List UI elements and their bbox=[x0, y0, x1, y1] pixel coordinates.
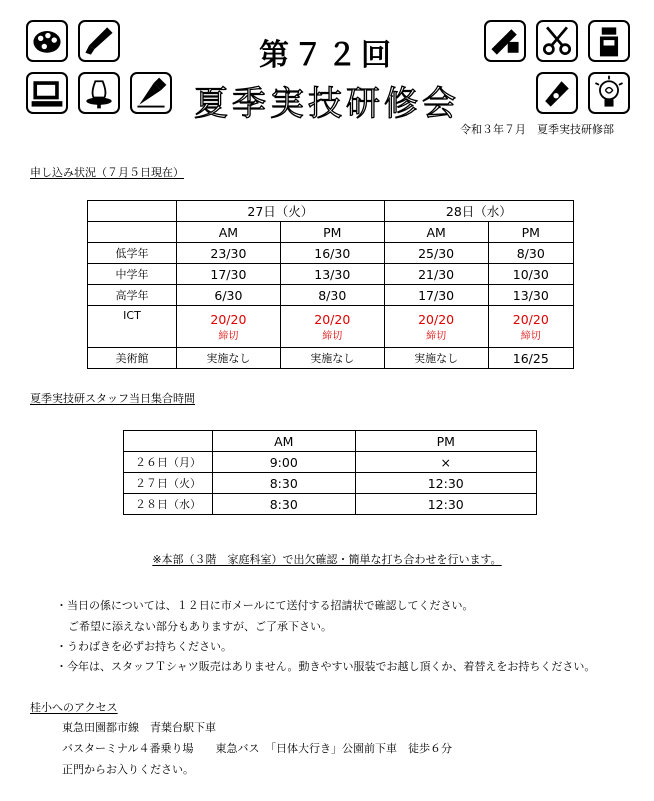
closed-count-cell bbox=[384, 306, 488, 348]
issuer-line: 令和３年７月 夏季実技研修部 bbox=[460, 123, 614, 136]
date-label: ２７日（火） bbox=[124, 473, 213, 494]
count-cell: 13/30 bbox=[280, 264, 384, 285]
table-row bbox=[88, 306, 574, 348]
count-cell: 21/30 bbox=[384, 264, 488, 285]
count-cell: 6/30 bbox=[177, 285, 281, 306]
time-cell: 8:30 bbox=[213, 473, 356, 494]
table-row bbox=[88, 264, 574, 285]
period-header: PM bbox=[355, 431, 537, 452]
period-header: PM bbox=[488, 222, 573, 243]
count-value: 20/20 bbox=[512, 311, 549, 327]
event-number-title: 第７２回 bbox=[259, 38, 395, 73]
notice-text: ※本部（３階 家庭科室）で出欠確認・簡単な打ち合わせを行います。 bbox=[152, 553, 502, 566]
date-label: ２６日（月） bbox=[124, 452, 213, 473]
row-label: 低学年 bbox=[88, 243, 177, 264]
bullet-assignment-note: ご希望に添えない部分もありますが、ご了承下さい。 bbox=[68, 620, 332, 633]
count-cell: 8/30 bbox=[280, 285, 384, 306]
table-row bbox=[124, 452, 537, 473]
time-cell: 9:00 bbox=[213, 452, 356, 473]
day-header-28: 28日（水） bbox=[384, 201, 573, 222]
table-corner-cell bbox=[88, 222, 177, 243]
count-cell: 17/30 bbox=[177, 264, 281, 285]
table-corner-cell bbox=[88, 201, 177, 222]
count-cell: 16/25 bbox=[488, 348, 573, 369]
table-row bbox=[124, 494, 537, 515]
count-value: 20/20 bbox=[418, 311, 455, 327]
count-cell: 25/30 bbox=[384, 243, 488, 264]
count-cell: 8/30 bbox=[488, 243, 573, 264]
count-cell: 実施なし bbox=[280, 348, 384, 369]
table-corner-cell bbox=[124, 431, 213, 452]
closed-count-cell bbox=[488, 306, 573, 348]
count-cell: 実施なし bbox=[177, 348, 281, 369]
count-cell: 16/30 bbox=[280, 243, 384, 264]
date-label: ２８日（水） bbox=[124, 494, 213, 515]
day-header-27: 27日（火） bbox=[177, 201, 385, 222]
count-value: 20/20 bbox=[314, 311, 351, 327]
row-label: 美術館 bbox=[88, 348, 177, 369]
access-line-bus: バスターミナル４番乗り場 東急バス 「日体大行き」公園前下車 徒歩６分 bbox=[62, 742, 452, 755]
period-header: AM bbox=[384, 222, 488, 243]
closed-label: 締切 bbox=[218, 330, 239, 342]
period-header: PM bbox=[280, 222, 384, 243]
bullet-indoor-shoes: ・うわばきを必ずお持ちください。 bbox=[56, 640, 232, 653]
access-heading: 桂小へのアクセス bbox=[30, 701, 118, 714]
row-label: ICT bbox=[88, 306, 177, 348]
time-cell: × bbox=[355, 452, 537, 473]
count-cell: 17/30 bbox=[384, 285, 488, 306]
count-cell: 実施なし bbox=[384, 348, 488, 369]
closed-label: 締切 bbox=[520, 330, 541, 342]
count-cell: 13/30 bbox=[488, 285, 573, 306]
time-cell: 8:30 bbox=[213, 494, 356, 515]
row-label: 中学年 bbox=[88, 264, 177, 285]
period-header: AM bbox=[177, 222, 281, 243]
time-cell: 12:30 bbox=[355, 473, 537, 494]
period-header: AM bbox=[213, 431, 356, 452]
staff-assembly-table bbox=[123, 430, 537, 515]
application-status-heading: 申し込み状況（７月５日現在） bbox=[30, 166, 184, 179]
event-name-title: 夏季実技研修会 bbox=[194, 84, 460, 124]
count-value: 20/20 bbox=[210, 311, 247, 327]
table-row bbox=[88, 243, 574, 264]
headquarters-notice bbox=[0, 551, 654, 567]
count-cell: 23/30 bbox=[177, 243, 281, 264]
row-label: 高学年 bbox=[88, 285, 177, 306]
bullet-tshirt: ・今年は、スタッフＴシャツ販売はありません。動きやすい服装でお越し頂くか、着替えをお持ちください。 bbox=[56, 660, 596, 673]
table-row bbox=[88, 348, 574, 369]
access-line-train: 東急田園都市線 青葉台駅下車 bbox=[62, 721, 216, 734]
count-cell: 10/30 bbox=[488, 264, 573, 285]
staff-assembly-heading: 夏季実技研スタッフ当日集合時間 bbox=[30, 392, 195, 405]
closed-label: 締切 bbox=[322, 330, 343, 342]
access-line-gate: 正門からお入りください。 bbox=[62, 763, 194, 776]
table-row bbox=[88, 285, 574, 306]
time-cell: 12:30 bbox=[355, 494, 537, 515]
closed-count-cell bbox=[280, 306, 384, 348]
application-status-table bbox=[87, 200, 574, 369]
bullet-assignment: ・当日の係については、１２日に市メールにて送付する招請状で確認してください。 bbox=[56, 599, 474, 612]
table-row bbox=[124, 473, 537, 494]
closed-count-cell bbox=[177, 306, 281, 348]
closed-label: 締切 bbox=[426, 330, 447, 342]
